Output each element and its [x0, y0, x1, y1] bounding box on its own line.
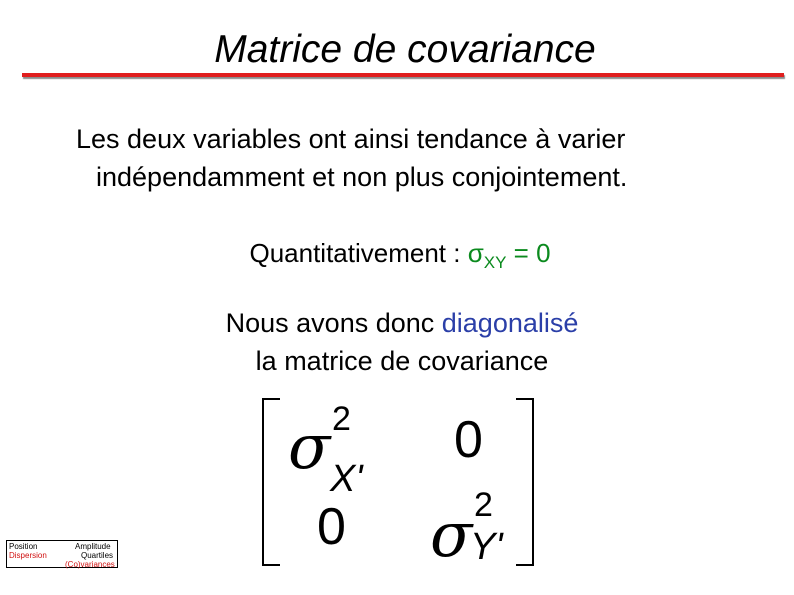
- navigation-box: [6, 540, 118, 568]
- left-bracket: [262, 398, 280, 566]
- paragraph-line-1: Les deux variables ont ainsi tendance à varier: [76, 124, 626, 154]
- superscript-2: 2: [332, 400, 351, 438]
- title-underline: [22, 73, 784, 77]
- matrix-cell-22: [430, 486, 503, 571]
- matrix-cell-21: 0: [317, 498, 346, 556]
- nav-quartiles-link[interactable]: Quartiles: [81, 551, 114, 560]
- nav-covariances-link[interactable]: (Co)variances: [65, 560, 115, 569]
- sigma-symbol: σ: [430, 498, 473, 571]
- conclusion-prefix: Nous avons donc: [225, 308, 442, 338]
- sigma-symbol: σ: [467, 238, 484, 268]
- subscript-y-prime: Y': [470, 526, 503, 568]
- matrix-cell-12: 0: [454, 411, 483, 469]
- conclusion-text: [0, 304, 794, 380]
- diagonalise-highlight: diagonalisé: [441, 308, 579, 338]
- superscript-2: 2: [474, 486, 493, 524]
- xy-subscript: XY: [483, 253, 507, 272]
- paragraph-line-2: indépendamment et non plus conjointement.: [96, 162, 628, 192]
- subscript-x-prime: X': [330, 458, 363, 500]
- explanation-paragraph: [76, 120, 627, 196]
- equals-zero: = 0: [506, 238, 551, 268]
- slide-title: Matrice de covariance: [214, 28, 596, 71]
- nav-amplitude-link[interactable]: Amplitude: [75, 542, 111, 551]
- conclusion-line-2: la matrice de covariance: [255, 346, 549, 376]
- covariance-matrix: [262, 396, 534, 571]
- sigma-symbol: σ: [288, 410, 331, 483]
- nav-dispersion-link[interactable]: Dispersion: [9, 551, 47, 560]
- sigma-xy-formula: [467, 238, 551, 272]
- nav-position-link[interactable]: Position: [9, 542, 38, 551]
- right-bracket: [516, 398, 534, 566]
- matrix-cell-11: [288, 400, 363, 500]
- quantitative-statement: [0, 238, 794, 273]
- quant-prefix: Quantitativement :: [249, 238, 468, 268]
